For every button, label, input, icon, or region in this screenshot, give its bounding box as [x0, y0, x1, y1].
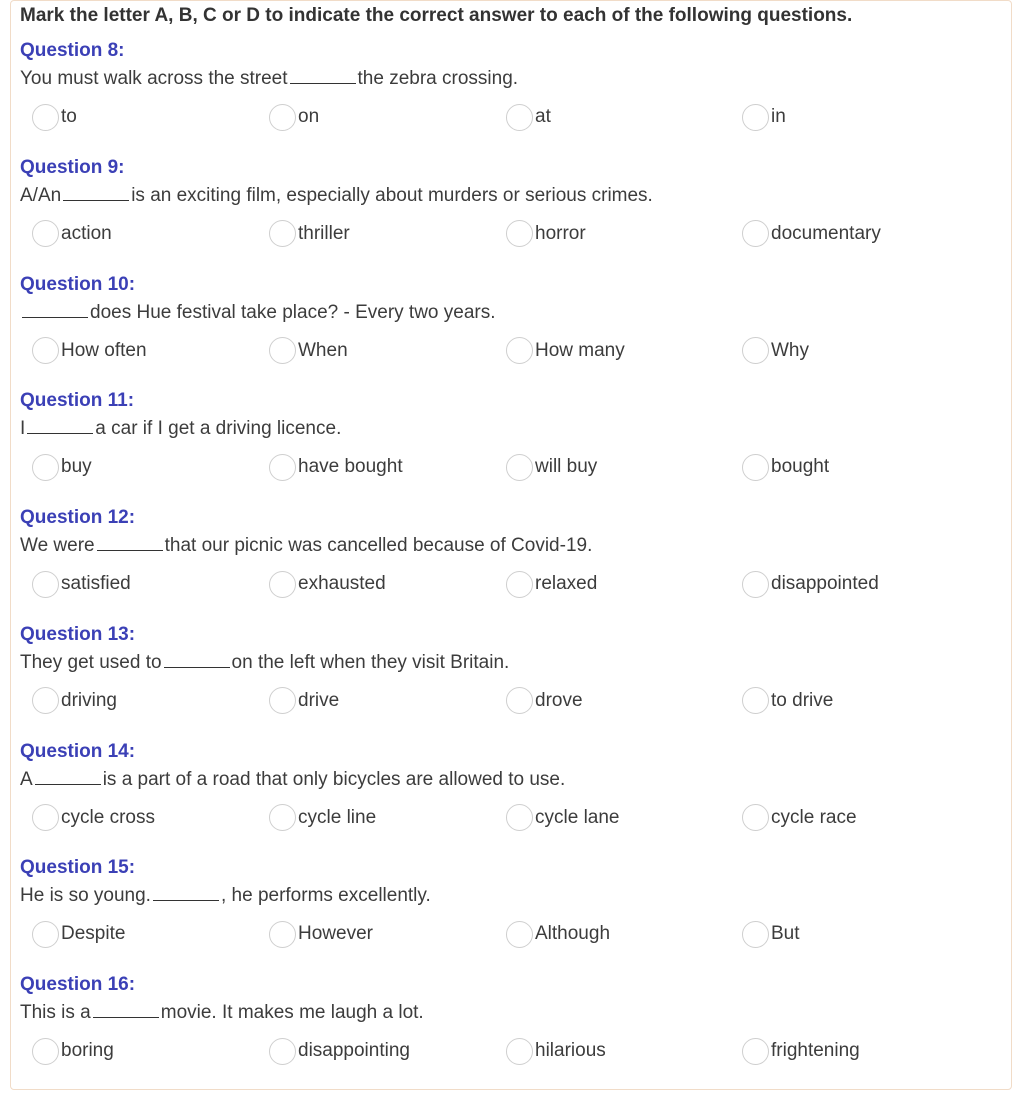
radio-button-icon[interactable] [32, 687, 59, 714]
radio-button-icon[interactable] [32, 337, 59, 364]
answer-option[interactable] [506, 1036, 606, 1066]
answer-option-label: thriller [298, 222, 350, 244]
answer-option-label: will buy [535, 456, 598, 478]
answer-option[interactable] [32, 452, 92, 482]
question-text-after: does Hue festival take place? - Every two years. [90, 301, 496, 323]
answer-option[interactable] [269, 686, 339, 716]
radio-button-icon[interactable] [742, 454, 769, 481]
question-text-before: We were [20, 535, 95, 556]
answer-option-label: disappointing [298, 1040, 410, 1061]
radio-button-icon[interactable] [506, 104, 533, 131]
answer-option-label: buy [61, 456, 92, 478]
answer-option[interactable] [506, 219, 586, 249]
question-title: Question 16: [20, 974, 136, 995]
answer-option-label: have bought [298, 456, 403, 478]
answer-option[interactable] [506, 919, 610, 949]
question-text-before: A/An [20, 184, 62, 206]
radio-button-icon[interactable] [506, 337, 533, 364]
answer-option-label: to [61, 106, 77, 127]
question-text-before: You must walk across the street [20, 68, 288, 89]
answer-option[interactable] [32, 569, 131, 599]
answer-blank [164, 653, 230, 668]
radio-button-icon[interactable] [269, 454, 296, 481]
radio-button-icon[interactable] [742, 337, 769, 364]
answer-option[interactable] [269, 919, 373, 949]
question-text-before: He is so young. [20, 885, 151, 907]
question-text-after: on the left when they visit Britain. [231, 651, 510, 673]
question-text [20, 769, 565, 791]
answer-option[interactable] [32, 219, 112, 249]
question-block [0, 974, 1024, 1091]
answer-option-label: drive [298, 689, 340, 711]
question-block [0, 157, 1024, 274]
answer-option[interactable] [742, 219, 881, 249]
instruction-text: Mark the letter A, B, C or D to indicate the correct answer to each of the following questions. [20, 5, 853, 26]
radio-button-icon[interactable] [269, 337, 296, 364]
question-text-after: that our picnic was cancelled because of Covid-19. [164, 535, 593, 556]
answer-option[interactable] [506, 569, 597, 599]
question-text-after: a car if I get a driving licence. [95, 418, 342, 440]
question-title: Question 8: [20, 40, 125, 61]
answer-option-label: horror [535, 222, 586, 244]
radio-button-icon[interactable] [506, 804, 533, 831]
question-title: Question 13: [20, 623, 136, 645]
answer-option[interactable] [32, 919, 125, 949]
answer-option[interactable] [506, 686, 583, 716]
question-text-before: I [20, 418, 26, 440]
answer-option[interactable] [742, 452, 829, 482]
radio-button-icon[interactable] [32, 1038, 59, 1065]
answer-option-label: Why [771, 339, 809, 361]
radio-button-icon[interactable] [32, 104, 59, 131]
answer-option-label: boring [61, 1040, 114, 1061]
question-text-after: is an exciting film, especially about murders or serious crimes. [131, 184, 653, 206]
answer-option-label: Although [535, 923, 611, 945]
question-text [20, 302, 496, 324]
answer-option[interactable] [742, 336, 809, 366]
answer-blank [22, 303, 88, 318]
question-text-after: the zebra crossing. [357, 68, 519, 89]
answer-blank [63, 186, 129, 201]
radio-button-icon[interactable] [32, 571, 59, 598]
radio-button-icon[interactable] [269, 571, 296, 598]
answer-blank [153, 886, 219, 901]
question-block [0, 507, 1024, 624]
answer-option[interactable] [269, 219, 350, 249]
radio-button-icon[interactable] [32, 220, 59, 247]
question-block [0, 274, 1024, 391]
question-title: Question 9: [20, 156, 125, 178]
answer-option-label: bought [771, 456, 830, 478]
answer-option[interactable] [269, 452, 403, 482]
answer-option-label: cycle race [771, 806, 857, 828]
question-text-after: is a part of a road that only bicycles are allowed to use. [102, 768, 566, 790]
answer-option-label: exhausted [298, 573, 386, 594]
answer-option[interactable] [506, 452, 597, 482]
answer-option[interactable] [32, 803, 155, 833]
radio-button-icon[interactable] [506, 571, 533, 598]
answer-option[interactable] [742, 1036, 860, 1066]
radio-button-icon[interactable] [506, 220, 533, 247]
radio-button-icon[interactable] [506, 921, 533, 948]
radio-button-icon[interactable] [269, 104, 296, 131]
radio-button-icon[interactable] [32, 454, 59, 481]
answer-option[interactable] [269, 569, 386, 599]
question-block [0, 741, 1024, 858]
answer-option[interactable] [32, 336, 147, 366]
answer-option[interactable] [269, 336, 348, 366]
answer-option[interactable] [506, 102, 551, 132]
radio-button-icon[interactable] [742, 571, 769, 598]
radio-button-icon[interactable] [269, 220, 296, 247]
answer-option-label: at [535, 106, 551, 127]
question-text-before: They get used to [20, 651, 162, 673]
answer-option-label: But [771, 923, 800, 945]
question-text [20, 1002, 424, 1024]
question-text-after: movie. It makes me laugh a lot. [160, 1002, 424, 1023]
radio-button-icon[interactable] [742, 687, 769, 714]
answer-option[interactable] [32, 686, 117, 716]
answer-blank [290, 69, 356, 84]
answer-option-label: How many [535, 339, 625, 361]
answer-option[interactable] [742, 569, 879, 599]
question-block [0, 857, 1024, 974]
answer-option[interactable] [506, 336, 625, 366]
answer-option[interactable] [742, 803, 857, 833]
question-block [0, 40, 1024, 157]
answer-option[interactable] [269, 102, 319, 132]
question-block [0, 390, 1024, 507]
question-text-after: , he performs excellently. [220, 885, 431, 907]
radio-button-icon[interactable] [32, 804, 59, 831]
answer-option[interactable] [506, 803, 620, 833]
answer-option-label: How often [61, 339, 147, 361]
answer-blank [97, 536, 163, 551]
answer-option-label: When [298, 339, 348, 361]
radio-button-icon[interactable] [506, 454, 533, 481]
question-title: Question 14: [20, 740, 136, 762]
question-text-before: This is a [20, 1002, 91, 1023]
question-text [20, 68, 518, 90]
answer-option-label: cycle cross [61, 806, 155, 828]
radio-button-icon[interactable] [742, 1038, 769, 1065]
answer-option-label: disappointed [771, 573, 879, 594]
answer-option-label: cycle lane [535, 806, 620, 828]
answer-option[interactable] [742, 686, 833, 716]
answer-option-label: to drive [771, 689, 834, 711]
question-title: Question 12: [20, 507, 136, 528]
question-text [20, 418, 341, 440]
answer-option-label: cycle line [298, 806, 377, 828]
answer-option-label: driving [61, 689, 117, 711]
answer-blank [27, 419, 93, 434]
radio-button-icon[interactable] [506, 687, 533, 714]
question-text [20, 885, 431, 907]
answer-option-label: relaxed [535, 573, 598, 594]
answer-option[interactable] [742, 919, 800, 949]
answer-option-label: documentary [771, 222, 881, 244]
radio-button-icon[interactable] [742, 104, 769, 131]
answer-option[interactable] [32, 102, 77, 132]
answer-blank [93, 1003, 159, 1018]
answer-option-label: satisfied [61, 573, 131, 594]
radio-button-icon[interactable] [269, 1038, 296, 1065]
answer-option[interactable] [742, 102, 786, 132]
answer-option[interactable] [32, 1036, 114, 1066]
answer-option-label: Despite [61, 923, 126, 945]
answer-option-label: hilarious [535, 1040, 606, 1061]
radio-button-icon[interactable] [742, 921, 769, 948]
question-text [20, 185, 653, 207]
radio-button-icon[interactable] [506, 1038, 533, 1065]
question-title: Question 11: [20, 390, 135, 412]
answer-option-label: on [298, 106, 320, 127]
radio-button-icon[interactable] [32, 921, 59, 948]
answer-option[interactable] [269, 1036, 410, 1066]
radio-button-icon[interactable] [269, 921, 296, 948]
question-text [20, 535, 592, 557]
answer-blank [35, 770, 101, 785]
question-title: Question 15: [20, 857, 136, 879]
answer-option-label: frightening [771, 1040, 860, 1061]
radio-button-icon[interactable] [269, 687, 296, 714]
answer-option-label: drove [535, 689, 583, 711]
radio-button-icon[interactable] [742, 804, 769, 831]
radio-button-icon[interactable] [742, 220, 769, 247]
question-block [0, 624, 1024, 741]
answer-option-label: action [61, 222, 112, 244]
question-title: Question 10: [20, 273, 136, 295]
answer-option-label: in [771, 106, 786, 127]
question-text [20, 652, 509, 674]
answer-option[interactable] [269, 803, 376, 833]
question-text-before: A [20, 768, 33, 790]
answer-option-label: However [298, 923, 373, 945]
radio-button-icon[interactable] [269, 804, 296, 831]
